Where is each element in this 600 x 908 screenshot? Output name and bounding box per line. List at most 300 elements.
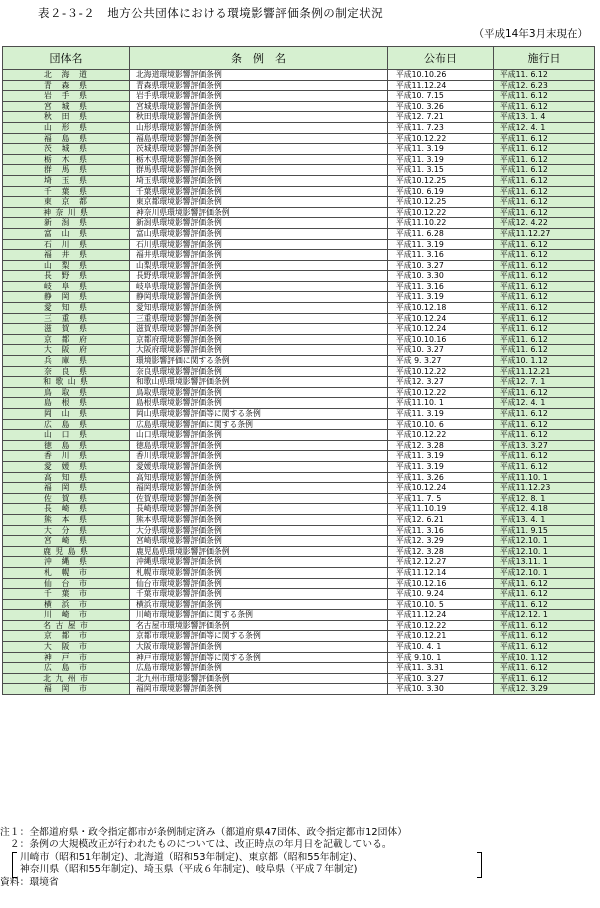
cell-published: 平成10.12.21 xyxy=(388,631,494,642)
cell-ordinance: 佐賀県環境影響評価条例 xyxy=(130,493,388,504)
cell-published: 平成11. 6.28 xyxy=(388,228,494,239)
table-row xyxy=(3,567,595,578)
cell-body: 静 岡 県 xyxy=(3,292,130,303)
note-1: 注１：全都道府県・政令指定都市が条例制定済み（都道府県47団体、政令指定都市12団体） xyxy=(0,827,408,838)
cell-ordinance: 北九州市環境影響評価条例 xyxy=(130,673,388,684)
table-row xyxy=(3,398,595,409)
cell-effective: 平成11. 6.12 xyxy=(494,303,595,314)
cell-effective: 平成11. 6.12 xyxy=(494,70,595,81)
cell-published: 平成12. 3.28 xyxy=(388,440,494,451)
table-row xyxy=(3,250,595,261)
cell-body: 宮 城 県 xyxy=(3,101,130,112)
table-row xyxy=(3,281,595,292)
cell-body: 京 都 府 xyxy=(3,334,130,345)
cell-effective: 平成11. 6.12 xyxy=(494,578,595,589)
cell-published: 平成11. 3.16 xyxy=(388,525,494,536)
cell-body: 名 古 屋 市 xyxy=(3,620,130,631)
cell-effective: 平成10. 1.12 xyxy=(494,356,595,367)
cell-published: 平成10.10.16 xyxy=(388,334,494,345)
source-note: 資料：環境省 xyxy=(0,876,59,888)
cell-body: 山 形 県 xyxy=(3,122,130,133)
cell-ordinance: 滋賀県環境影響評価条例 xyxy=(130,324,388,335)
cell-body: 愛 媛 県 xyxy=(3,461,130,472)
cell-effective: 平成11. 6.12 xyxy=(494,154,595,165)
cell-published: 平成11. 3.19 xyxy=(388,451,494,462)
table-row xyxy=(3,70,595,81)
cell-ordinance: 名古屋市環境影響評価条例 xyxy=(130,620,388,631)
table-row xyxy=(3,504,595,515)
cell-body: 大 阪 市 xyxy=(3,642,130,653)
cell-published: 平成10.12.22 xyxy=(388,366,494,377)
cell-published: 平成11. 3.31 xyxy=(388,663,494,674)
cell-ordinance: 神奈川県環境影響評価条例 xyxy=(130,207,388,218)
cell-body: 島 根 県 xyxy=(3,398,130,409)
cell-body: 岡 山 県 xyxy=(3,409,130,420)
cell-published: 平成10. 3.30 xyxy=(388,684,494,695)
cell-published: 平成11. 3.19 xyxy=(388,292,494,303)
cell-ordinance: 岐阜県環境影響評価条例 xyxy=(130,281,388,292)
cell-published: 平成10.10.26 xyxy=(388,70,494,81)
cell-published: 平成10. 3.26 xyxy=(388,101,494,112)
table-row xyxy=(3,165,595,176)
cell-published: 平成12. 3.28 xyxy=(388,546,494,557)
cell-body: 埼 玉 県 xyxy=(3,175,130,186)
cell-effective: 平成11. 6.12 xyxy=(494,281,595,292)
cell-body: 長 崎 県 xyxy=(3,504,130,515)
cell-body: 岩 手 県 xyxy=(3,91,130,102)
cell-ordinance: 静岡県環境影響評価条例 xyxy=(130,292,388,303)
cell-ordinance: 神戸市環境影響評価等に関する条例 xyxy=(130,652,388,663)
cell-body: 大 分 県 xyxy=(3,525,130,536)
cell-published: 平成10.12.25 xyxy=(388,175,494,186)
table-row xyxy=(3,663,595,674)
table-row xyxy=(3,472,595,483)
table-row xyxy=(3,197,595,208)
table-row xyxy=(3,303,595,314)
cell-effective: 平成11. 6.12 xyxy=(494,260,595,271)
cell-effective: 平成12. 4.22 xyxy=(494,218,595,229)
table-row xyxy=(3,112,595,123)
cell-body: 福 岡 市 xyxy=(3,684,130,695)
table-row xyxy=(3,589,595,600)
cell-effective: 平成11.12.21 xyxy=(494,366,595,377)
cell-ordinance: 北海道環境影響評価条例 xyxy=(130,70,388,81)
cell-body: 札 幌 市 xyxy=(3,567,130,578)
cell-effective: 平成11. 6.12 xyxy=(494,461,595,472)
cell-body: 北 海 道 xyxy=(3,70,130,81)
cell-effective: 平成12.10. 1 xyxy=(494,546,595,557)
cell-ordinance: 大阪府環境影響評価条例 xyxy=(130,345,388,356)
cell-effective: 平成11. 6.12 xyxy=(494,334,595,345)
cell-effective: 平成12. 7. 1 xyxy=(494,377,595,388)
cell-ordinance: 福岡市環境影響評価条例 xyxy=(130,684,388,695)
table-row xyxy=(3,483,595,494)
table-row xyxy=(3,557,595,568)
cell-published: 平成10. 9.24 xyxy=(388,589,494,600)
cell-body: 三 重 県 xyxy=(3,313,130,324)
cell-effective: 平成11. 6.12 xyxy=(494,144,595,155)
table-header-row xyxy=(3,47,595,70)
table-row xyxy=(3,271,595,282)
table-row xyxy=(3,101,595,112)
cell-body: 東 京 都 xyxy=(3,197,130,208)
cell-effective: 平成11. 6.12 xyxy=(494,663,595,674)
cell-published: 平成11. 3.15 xyxy=(388,165,494,176)
table-row xyxy=(3,451,595,462)
table-row xyxy=(3,186,595,197)
cell-effective: 平成11. 6.12 xyxy=(494,599,595,610)
cell-published: 平成10.12.22 xyxy=(388,387,494,398)
cell-published: 平成10.12.22 xyxy=(388,620,494,631)
cell-ordinance: 富山県環境影響評価条例 xyxy=(130,228,388,239)
bracket-line-1: 川崎市（昭和51年制定)、北海道（昭和53年制定)、東京都（昭和55年制定)、 xyxy=(20,851,363,863)
table-row xyxy=(3,652,595,663)
table-row xyxy=(3,684,595,695)
cell-published: 平成10.12.24 xyxy=(388,313,494,324)
cell-body: 香 川 県 xyxy=(3,451,130,462)
cell-published: 平成11. 3.19 xyxy=(388,144,494,155)
cell-effective: 平成11. 6.12 xyxy=(494,387,595,398)
cell-published: 平成 9.10. 1 xyxy=(388,652,494,663)
table-row xyxy=(3,260,595,271)
cell-effective: 平成11. 6.12 xyxy=(494,250,595,261)
cell-published: 平成11. 7. 5 xyxy=(388,493,494,504)
table-row xyxy=(3,239,595,250)
cell-published: 平成10. 3.30 xyxy=(388,271,494,282)
cell-ordinance: 長崎県環境影響評価条例 xyxy=(130,504,388,515)
cell-effective: 平成11. 6.12 xyxy=(494,271,595,282)
cell-effective: 平成11. 6.12 xyxy=(494,451,595,462)
cell-ordinance: 三重県環境影響評価条例 xyxy=(130,313,388,324)
cell-effective: 平成11. 6.12 xyxy=(494,419,595,430)
table-row xyxy=(3,218,595,229)
cell-published: 平成10.10. 5 xyxy=(388,599,494,610)
bracket-line-2: 神奈川県（昭和55年制定)、埼玉県（平成６年制定)、岐阜県（平成７年制定) xyxy=(20,863,358,875)
cell-published: 平成11. 3.19 xyxy=(388,461,494,472)
cell-effective: 平成11. 6.12 xyxy=(494,409,595,420)
table-row xyxy=(3,525,595,536)
cell-effective: 平成11. 6.12 xyxy=(494,430,595,441)
cell-body: 京 都 市 xyxy=(3,631,130,642)
cell-body: 和 歌 山 県 xyxy=(3,377,130,388)
cell-published: 平成11. 7.23 xyxy=(388,122,494,133)
cell-body: 神 奈 川 県 xyxy=(3,207,130,218)
as-of-date: （平成14年3月末現在） xyxy=(473,28,588,40)
cell-published: 平成11. 3.19 xyxy=(388,239,494,250)
header-ordinance: 条 例 名 xyxy=(130,47,388,70)
cell-ordinance: 熊本県環境影響評価条例 xyxy=(130,514,388,525)
cell-effective: 平成11. 6.12 xyxy=(494,292,595,303)
cell-ordinance: 岩手県環境影響評価条例 xyxy=(130,91,388,102)
cell-published: 平成12. 6.21 xyxy=(388,514,494,525)
table-row xyxy=(3,154,595,165)
cell-body: 北 九 州 市 xyxy=(3,673,130,684)
table-row xyxy=(3,122,595,133)
table-row xyxy=(3,144,595,155)
cell-published: 平成12.12.27 xyxy=(388,557,494,568)
cell-ordinance: 宮崎県環境影響評価条例 xyxy=(130,536,388,547)
cell-effective: 平成11. 6.12 xyxy=(494,673,595,684)
cell-ordinance: 鹿児島県環境影響評価条例 xyxy=(130,546,388,557)
cell-published: 平成12. 3.27 xyxy=(388,377,494,388)
table-body xyxy=(3,70,595,695)
cell-published: 平成10.12.22 xyxy=(388,133,494,144)
cell-effective: 平成11. 6.12 xyxy=(494,186,595,197)
cell-effective: 平成11.12.23 xyxy=(494,483,595,494)
cell-effective: 平成12. 3.29 xyxy=(494,684,595,695)
cell-ordinance: 新潟県環境影響評価条例 xyxy=(130,218,388,229)
cell-body: 栃 木 県 xyxy=(3,154,130,165)
table-row xyxy=(3,366,595,377)
cell-effective: 平成12.10. 1 xyxy=(494,567,595,578)
cell-published: 平成11.10. 1 xyxy=(388,398,494,409)
table-row xyxy=(3,430,595,441)
cell-body: 千 葉 市 xyxy=(3,589,130,600)
table-row xyxy=(3,377,595,388)
cell-ordinance: 高知県環境影響評価条例 xyxy=(130,472,388,483)
table-row xyxy=(3,91,595,102)
cell-published: 平成 9. 3.27 xyxy=(388,356,494,367)
cell-body: 福 岡 県 xyxy=(3,483,130,494)
cell-published: 平成10.12.24 xyxy=(388,483,494,494)
note-2: ２：条例の大規模改正が行われたものについては、改正時点の年月日を記載している。 xyxy=(0,839,392,851)
cell-effective: 平成13. 1. 4 xyxy=(494,112,595,123)
cell-published: 平成11.12.14 xyxy=(388,567,494,578)
cell-body: 宮 崎 県 xyxy=(3,536,130,547)
cell-published: 平成11. 3.26 xyxy=(388,472,494,483)
table-row xyxy=(3,175,595,186)
cell-ordinance: 札幌市環境影響評価条例 xyxy=(130,567,388,578)
cell-published: 平成10. 7.15 xyxy=(388,91,494,102)
cell-ordinance: 山口県環境影響評価条例 xyxy=(130,430,388,441)
cell-effective: 平成13. 4. 1 xyxy=(494,514,595,525)
cell-published: 平成10. 6.19 xyxy=(388,186,494,197)
cell-ordinance: 香川県環境影響評価条例 xyxy=(130,451,388,462)
cell-published: 平成10. 3.27 xyxy=(388,673,494,684)
table-row xyxy=(3,207,595,218)
cell-effective: 平成10. 1.12 xyxy=(494,652,595,663)
cell-published: 平成11. 3.16 xyxy=(388,281,494,292)
cell-published: 平成10. 4. 1 xyxy=(388,642,494,653)
cell-effective: 平成11.10. 1 xyxy=(494,472,595,483)
cell-published: 平成11.12.24 xyxy=(388,80,494,91)
cell-body: 広 島 市 xyxy=(3,663,130,674)
cell-effective: 平成11. 6.12 xyxy=(494,589,595,600)
table-row xyxy=(3,599,595,610)
cell-body: 福 井 県 xyxy=(3,250,130,261)
table-row xyxy=(3,493,595,504)
cell-ordinance: 川崎市環境影響評価に関する条例 xyxy=(130,610,388,621)
cell-ordinance: 島根県環境影響評価条例 xyxy=(130,398,388,409)
cell-published: 平成11.10.22 xyxy=(388,218,494,229)
cell-effective: 平成11.12.27 xyxy=(494,228,595,239)
cell-effective: 平成11. 6.12 xyxy=(494,239,595,250)
cell-published: 平成10. 3.27 xyxy=(388,345,494,356)
cell-body: 熊 本 県 xyxy=(3,514,130,525)
cell-body: 福 島 県 xyxy=(3,133,130,144)
cell-body: 大 阪 府 xyxy=(3,345,130,356)
cell-published: 平成12. 3.29 xyxy=(388,536,494,547)
cell-body: 愛 知 県 xyxy=(3,303,130,314)
cell-body: 富 山 県 xyxy=(3,228,130,239)
cell-effective: 平成11. 6.12 xyxy=(494,313,595,324)
cell-body: 佐 賀 県 xyxy=(3,493,130,504)
cell-published: 平成11. 3.16 xyxy=(388,250,494,261)
notes-section xyxy=(0,827,598,889)
table-row xyxy=(3,631,595,642)
cell-body: 徳 島 県 xyxy=(3,440,130,451)
table-row xyxy=(3,356,595,367)
cell-ordinance: 栃木県環境影響評価条例 xyxy=(130,154,388,165)
table-row xyxy=(3,673,595,684)
cell-ordinance: 沖縄県環境影響評価条例 xyxy=(130,557,388,568)
cell-body: 山 口 県 xyxy=(3,430,130,441)
cell-ordinance: 愛知県環境影響評価条例 xyxy=(130,303,388,314)
cell-ordinance: 石川県環境影響評価条例 xyxy=(130,239,388,250)
cell-ordinance: 東京都環境影響評価条例 xyxy=(130,197,388,208)
cell-ordinance: 埼玉県環境影響評価条例 xyxy=(130,175,388,186)
table-row xyxy=(3,292,595,303)
cell-body: 川 崎 市 xyxy=(3,610,130,621)
cell-effective: 平成11. 6.12 xyxy=(494,101,595,112)
cell-ordinance: 群馬県環境影響評価条例 xyxy=(130,165,388,176)
cell-body: 兵 庫 県 xyxy=(3,356,130,367)
cell-body: 鳥 取 県 xyxy=(3,387,130,398)
cell-effective: 平成11. 6.12 xyxy=(494,324,595,335)
table-row xyxy=(3,610,595,621)
cell-ordinance: 広島市環境影響評価条例 xyxy=(130,663,388,674)
cell-body: 鹿 児 島 県 xyxy=(3,546,130,557)
cell-effective: 平成11. 6.12 xyxy=(494,197,595,208)
cell-body: 横 浜 市 xyxy=(3,599,130,610)
cell-effective: 平成11. 6.12 xyxy=(494,631,595,642)
cell-body: 神 戸 市 xyxy=(3,652,130,663)
header-effective: 施行日 xyxy=(494,47,595,70)
cell-ordinance: 茨城県環境影響評価条例 xyxy=(130,144,388,155)
cell-effective: 平成11. 6.12 xyxy=(494,91,595,102)
table-row xyxy=(3,345,595,356)
cell-published: 平成11.12.24 xyxy=(388,610,494,621)
cell-effective: 平成11. 9.15 xyxy=(494,525,595,536)
cell-effective: 平成11. 6.12 xyxy=(494,620,595,631)
table-row xyxy=(3,324,595,335)
cell-ordinance: 青森県環境影響評価条例 xyxy=(130,80,388,91)
cell-ordinance: 仙台市環境影響評価条例 xyxy=(130,578,388,589)
cell-effective: 平成11. 6.12 xyxy=(494,133,595,144)
cell-ordinance: 徳島県環境影響評価条例 xyxy=(130,440,388,451)
right-bracket xyxy=(477,852,482,878)
cell-published: 平成12. 7.21 xyxy=(388,112,494,123)
table-row xyxy=(3,440,595,451)
cell-ordinance: 京都府環境影響評価条例 xyxy=(130,334,388,345)
cell-effective: 平成12. 6.23 xyxy=(494,80,595,91)
cell-effective: 平成11. 6.12 xyxy=(494,345,595,356)
cell-published: 平成11. 3.19 xyxy=(388,154,494,165)
table-row xyxy=(3,419,595,430)
cell-body: 沖 縄 県 xyxy=(3,557,130,568)
table-row xyxy=(3,514,595,525)
cell-ordinance: 大阪市環境影響評価条例 xyxy=(130,642,388,653)
cell-body: 仙 台 市 xyxy=(3,578,130,589)
cell-published: 平成10.12.25 xyxy=(388,197,494,208)
table-row xyxy=(3,313,595,324)
cell-effective: 平成11. 6.12 xyxy=(494,165,595,176)
cell-ordinance: 和歌山県環境影響評価条例 xyxy=(130,377,388,388)
cell-published: 平成11.10.19 xyxy=(388,504,494,515)
cell-ordinance: 福岡県環境影響評価条例 xyxy=(130,483,388,494)
header-published: 公布日 xyxy=(388,47,494,70)
cell-ordinance: 千葉市環境影響評価条例 xyxy=(130,589,388,600)
header-body: 団体名 xyxy=(3,47,130,70)
cell-effective: 平成13. 3.27 xyxy=(494,440,595,451)
table-row xyxy=(3,578,595,589)
cell-body: 長 野 県 xyxy=(3,271,130,282)
table-row xyxy=(3,80,595,91)
table-row xyxy=(3,546,595,557)
cell-ordinance: 福井県環境影響評価条例 xyxy=(130,250,388,261)
cell-ordinance: 奈良県環境影響評価条例 xyxy=(130,366,388,377)
table-row xyxy=(3,133,595,144)
cell-body: 岐 阜 県 xyxy=(3,281,130,292)
cell-body: 奈 良 県 xyxy=(3,366,130,377)
table-row xyxy=(3,620,595,631)
cell-ordinance: 宮城県環境影響評価条例 xyxy=(130,101,388,112)
cell-ordinance: 広島県環境影響評価に関する条例 xyxy=(130,419,388,430)
cell-body: 群 馬 県 xyxy=(3,165,130,176)
table-row xyxy=(3,387,595,398)
cell-body: 秋 田 県 xyxy=(3,112,130,123)
cell-ordinance: 愛媛県環境影響評価条例 xyxy=(130,461,388,472)
cell-published: 平成10.10. 6 xyxy=(388,419,494,430)
cell-effective: 平成11. 6.12 xyxy=(494,642,595,653)
cell-published: 平成10.12.18 xyxy=(388,303,494,314)
cell-body: 石 川 県 xyxy=(3,239,130,250)
cell-effective: 平成12.10. 1 xyxy=(494,536,595,547)
table-row xyxy=(3,409,595,420)
ordinance-table xyxy=(2,46,595,695)
cell-effective: 平成12. 8. 1 xyxy=(494,493,595,504)
cell-published: 平成10.12.24 xyxy=(388,324,494,335)
cell-body: 高 知 県 xyxy=(3,472,130,483)
cell-ordinance: 長野県環境影響評価条例 xyxy=(130,271,388,282)
left-bracket xyxy=(12,852,17,878)
cell-ordinance: 山形県環境影響評価条例 xyxy=(130,122,388,133)
cell-ordinance: 京都市環境影響評価等に関する条例 xyxy=(130,631,388,642)
cell-effective: 平成12. 4. 1 xyxy=(494,398,595,409)
cell-ordinance: 環境影響評価に関する条例 xyxy=(130,356,388,367)
cell-ordinance: 大分県環境影響評価条例 xyxy=(130,525,388,536)
table-row xyxy=(3,334,595,345)
cell-effective: 平成12. 4.18 xyxy=(494,504,595,515)
cell-effective: 平成11. 6.12 xyxy=(494,175,595,186)
table-title: 表２-３-２ 地方公共団体における環境影響評価条例の制定状況 xyxy=(38,6,384,20)
cell-ordinance: 山梨県環境影響評価条例 xyxy=(130,260,388,271)
cell-ordinance: 福島県環境影響評価条例 xyxy=(130,133,388,144)
cell-body: 新 潟 県 xyxy=(3,218,130,229)
note-bracket xyxy=(12,852,482,877)
cell-ordinance: 横浜市環境影響評価条例 xyxy=(130,599,388,610)
cell-published: 平成10.12.22 xyxy=(388,207,494,218)
cell-published: 平成10. 3.27 xyxy=(388,260,494,271)
cell-ordinance: 秋田県環境影響評価条例 xyxy=(130,112,388,123)
cell-effective: 平成13.11. 1 xyxy=(494,557,595,568)
cell-ordinance: 千葉県環境影響評価条例 xyxy=(130,186,388,197)
cell-effective: 平成12.12. 1 xyxy=(494,610,595,621)
cell-body: 滋 賀 県 xyxy=(3,324,130,335)
cell-effective: 平成11. 6.12 xyxy=(494,207,595,218)
cell-published: 平成10.12.22 xyxy=(388,430,494,441)
cell-ordinance: 鳥取県環境影響評価条例 xyxy=(130,387,388,398)
